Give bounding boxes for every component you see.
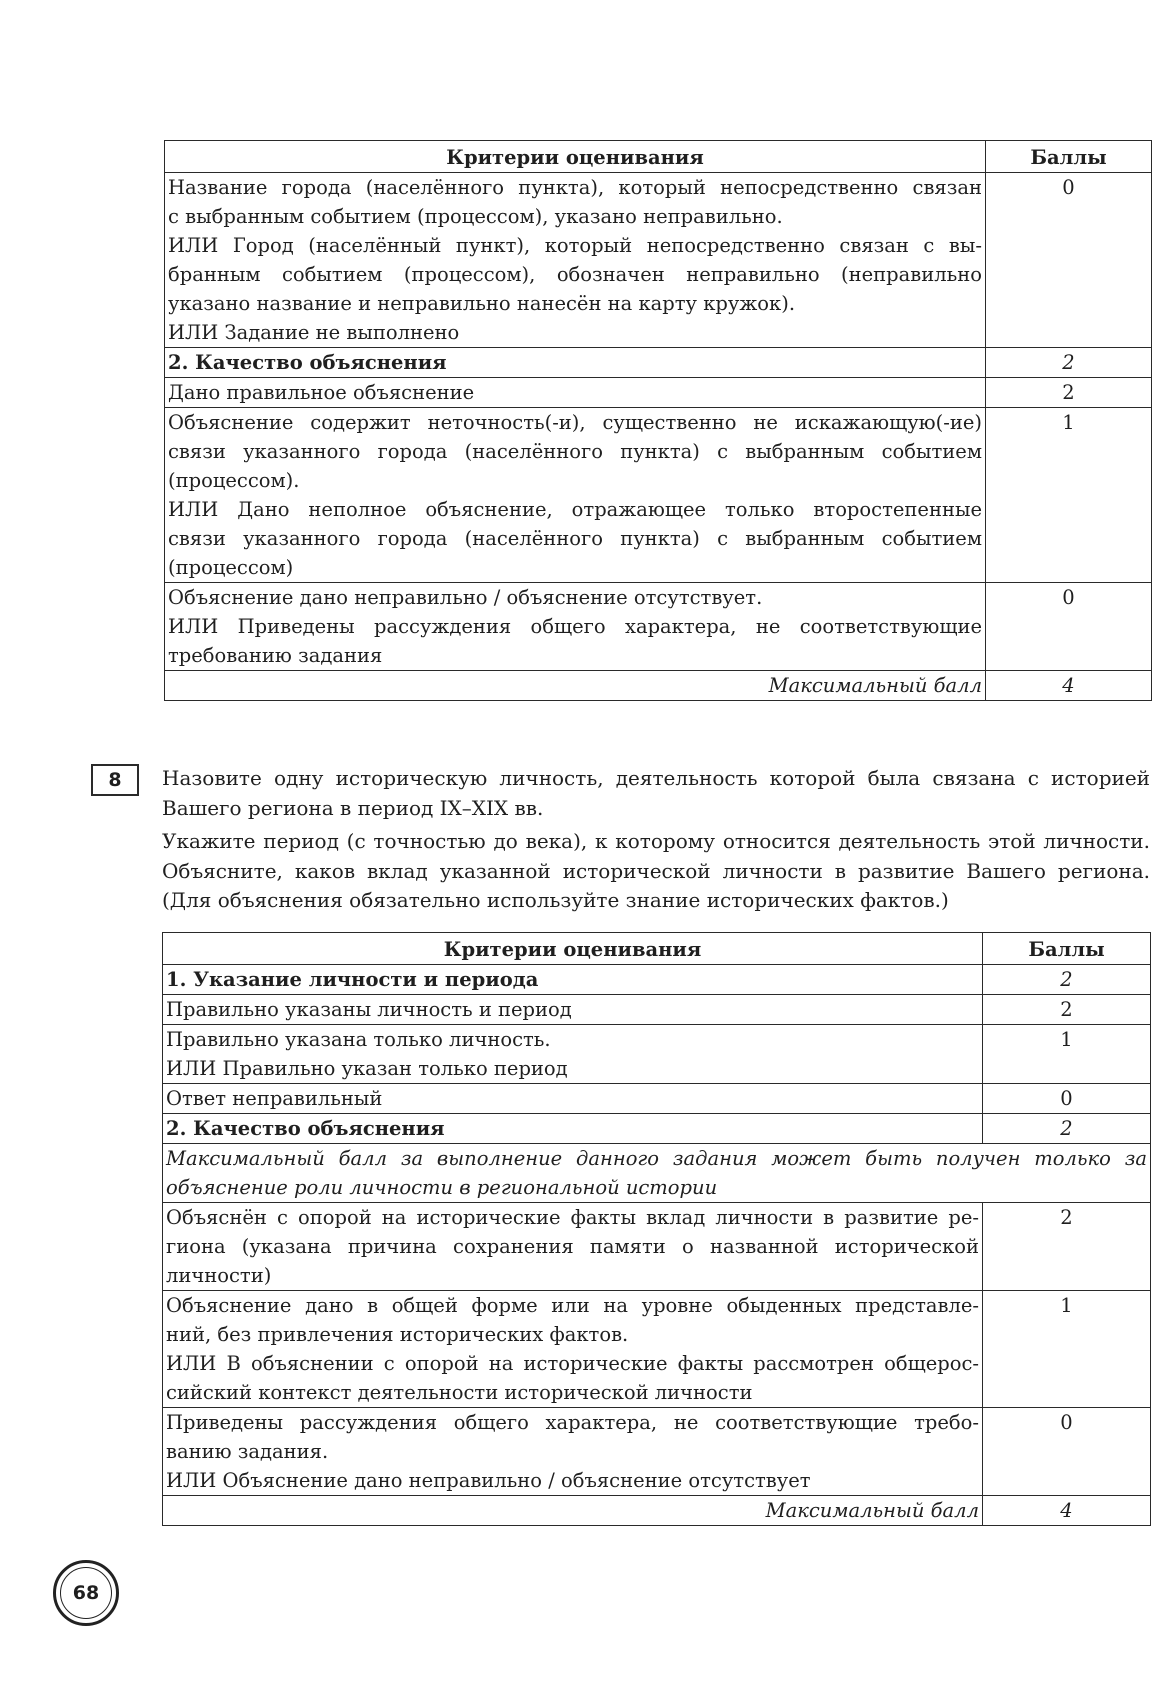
table-row [165,173,1152,348]
table-header-row [165,141,1152,173]
criteria-cell: Объяснён с опорой на исторические факты вклад личности в развитие ре- гиона (указана причина сохранения памяти о названной исторической личности) [163,1203,983,1291]
table-row [165,408,1152,583]
table-row [163,1203,1151,1291]
points-column-header: Баллы [983,933,1151,965]
points-cell: 1 [983,1291,1151,1408]
table-row [163,1084,1151,1114]
points-cell: 0 [983,1408,1151,1496]
max-score-value: 4 [986,671,1152,701]
points-cell: 1 [983,1025,1151,1084]
points-cell: 2 [983,995,1151,1025]
section-points: 2 [986,348,1152,378]
table-row [163,1291,1151,1408]
criteria-column-header: Критерии оценивания [163,933,983,965]
points-cell: 2 [986,378,1152,408]
section-title: 2. Качество объяснения [165,348,986,378]
page-number-badge [53,1560,119,1626]
task-text: Назовите одну историческую личность, деятельность которой была связана с историей Вашего региона в период IX–XIX вв. Укажите период (с точностью до века), к которому относится деятельность этой личности. Объясните, каков вклад указанной исторической личности в развитие Вашего региона. (Для объяснения обязательно используйте знание исторических фактов.) [162,766,1150,912]
section-header-row [165,348,1152,378]
note-row [163,1144,1151,1203]
criteria-cell: Правильно указана только личность. ИЛИ Правильно указан только период [163,1025,983,1084]
table-row [163,995,1151,1025]
section-header-row [163,1114,1151,1144]
points-cell: 0 [986,173,1152,348]
criteria-cell: Название города (населённого пункта), который непосредственно связан с выбранным событием (процессом), указано неправильно. ИЛИ Город (населённый пункт), который непосредственно связан с вы- бранным событием (процессом), обозначен неправильно (неправильно указано название и неправильно нанесён на карту кружок). ИЛИ Задание не выполнено [165,173,986,348]
criteria-table-task8 [162,932,1151,1526]
table-row [163,1408,1151,1496]
criteria-cell: Правильно указаны личность и период [163,995,983,1025]
criteria-cell: Дано правильное объяснение [165,378,986,408]
criteria-cell: Ответ неправильный [163,1084,983,1114]
section-title: 1. Указание личности и периода [163,965,983,995]
table-row [165,583,1152,671]
max-score-row [163,1496,1151,1526]
points-cell: 1 [986,408,1152,583]
max-score-value: 4 [983,1496,1151,1526]
points-cell: 0 [986,583,1152,671]
task-number-badge: 8 [91,764,139,796]
section-header-row [163,965,1151,995]
section-points: 2 [983,965,1151,995]
criteria-cell: Объяснение дано неправильно / объяснение отсутствует. ИЛИ Приведены рассуждения общего характера, не соответствующие требованию задания [165,583,986,671]
criteria-column-header: Критерии оценивания [165,141,986,173]
criteria-cell: Объяснение содержит неточность(-и), существенно не искажающую(-ие) связи указанного города (населённого пункта) с выбранным событием (процессом). ИЛИ Дано неполное объяснение, отражающее только второстепенные связи указанного города (населённого пункта) с выбранным событием (процессом) [165,408,986,583]
page-number: 68 [60,1567,112,1619]
section-title: 2. Качество объяснения [163,1114,983,1144]
points-cell: 0 [983,1084,1151,1114]
criteria-cell: Приведены рассуждения общего характера, не соответствующие требо- ванию задания. ИЛИ Объяснение дано неправильно / объяснение отсутствует [163,1408,983,1496]
table-row [163,1025,1151,1084]
max-score-label: Максимальный балл [165,671,986,701]
points-cell: 2 [983,1203,1151,1291]
section-points: 2 [983,1114,1151,1144]
criteria-cell: Объяснение дано в общей форме или на уровне обыденных представле- ний, без привлечения исторических фактов. ИЛИ В объяснении с опорой на исторические факты рассмотрен общерос- сийский контекст деятельности исторической личности [163,1291,983,1408]
max-score-label: Максимальный балл [163,1496,983,1526]
table-header-row [163,933,1151,965]
table-row [165,378,1152,408]
points-column-header: Баллы [986,141,1152,173]
max-score-note: Максимальный балл за выполнение данного задания может быть получен только за объяснение роли личности в региональной истории [163,1144,1151,1203]
criteria-table-top [164,140,1152,701]
max-score-row [165,671,1152,701]
